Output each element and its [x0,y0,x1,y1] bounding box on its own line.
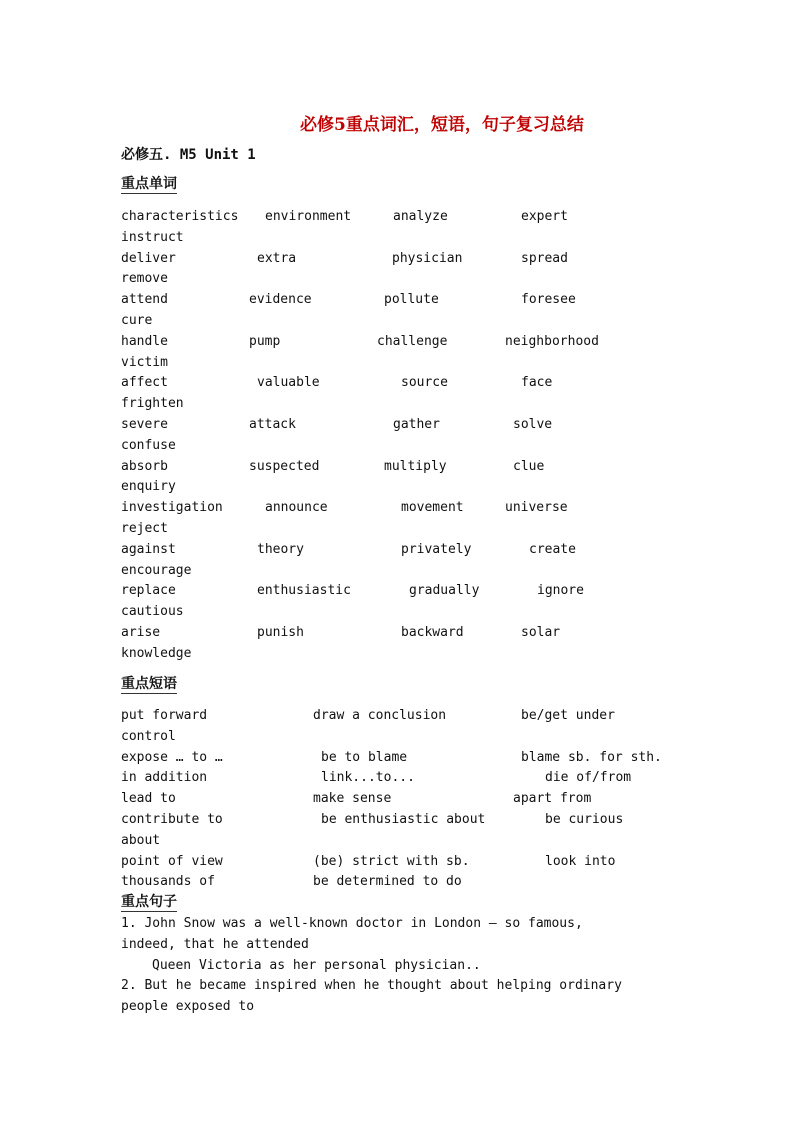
sentence-line: Queen Victoria as her personal physician.. [152,957,481,973]
word-row [121,644,681,665]
vocab-word: pump [249,333,281,349]
phrase-row [121,706,681,727]
key-phrase: apart from [513,791,592,807]
vocab-word: theory [257,541,304,557]
sentence-line: 2. But he became inspired when he thought about helping ordinary [121,978,622,994]
vocab-word: ignore [537,583,584,599]
vocab-word: universe [505,500,568,516]
vocab-word: evidence [249,292,312,308]
vocab-word: cautious [121,604,184,620]
vocab-word: deliver [121,250,176,266]
key-phrase: put forward [121,708,208,723]
vocab-word: valuable [257,375,320,391]
phrase-row [121,748,681,769]
vocab-word: attack [249,416,296,432]
word-row [121,519,681,540]
key-phrase: draw a conclusion [313,708,447,723]
phrase-row [121,789,681,810]
vocab-word: handle [121,333,168,349]
vocab-word: gradually [409,583,480,599]
key-phrase: blame sb. for sth. [521,749,662,765]
key-phrase: expose … to … [121,749,223,765]
vocab-word: cure [121,312,153,328]
word-row [121,394,681,415]
word-row [121,249,681,270]
vocab-word: neighborhood [505,333,599,349]
key-phrase: contribute to [121,811,223,827]
vocab-word: arise [121,624,161,640]
vocab-word: characteristics [121,209,239,224]
vocab-word: expert [521,209,568,224]
vocab-word: against [121,541,176,557]
sentence-list [121,914,681,1018]
vocab-word: confuse [121,437,176,453]
sentence-line: 1. John Snow was a well-known doctor in London – so famous, [121,916,583,931]
key-phrase: die of/from [545,770,632,786]
vocab-word: movement [401,500,464,516]
vocab-word: multiply [384,458,447,474]
key-phrase: be to blame [321,749,408,765]
key-phrase: control [121,728,176,744]
word-row [121,290,681,311]
vocab-word: encourage [121,562,192,578]
section-heading-words: 重点单词 [121,176,177,192]
key-phrase: point of view [121,853,223,869]
word-row [121,332,681,353]
key-phrase: be curious [545,811,624,827]
vocab-word: severe [121,416,168,432]
vocab-word: replace [121,583,176,599]
vocab-word: suspected [249,458,320,474]
vocab-word: solar [521,624,561,640]
vocab-word: gather [393,416,440,432]
section-heading-phrases: 重点短语 [121,676,177,692]
vocab-word: challenge [377,333,448,349]
sentence-line: people exposed to [121,999,255,1015]
key-phrase: about [121,832,161,848]
key-phrase: make sense [313,791,392,807]
phrase-row [121,810,681,831]
vocab-word: foresee [521,292,576,308]
vocab-word: face [521,375,553,391]
vocab-word: create [529,541,576,557]
phrase-row [121,852,681,873]
key-phrase: be enthusiastic about [321,811,486,827]
word-row [121,477,681,498]
phrase-row [121,727,681,748]
vocab-word: pollute [384,292,439,308]
phrase-row [121,768,681,789]
word-row [121,623,681,644]
key-phrase: be/get under [521,708,615,723]
word-row [121,311,681,332]
key-phrase: link...to... [321,770,415,786]
key-phrase: lead to [121,791,176,807]
word-row [121,540,681,561]
vocab-word: punish [257,624,304,640]
key-phrase: (be) strict with sb. [313,853,470,869]
vocab-word: physician [392,250,463,266]
word-row [121,353,681,374]
vocab-word: solve [513,416,553,432]
word-row [121,602,681,623]
word-row [121,207,681,228]
word-list [121,207,681,665]
sentence-line: indeed, that he attended [121,936,309,952]
vocab-word: absorb [121,458,168,474]
vocab-word: investigation [121,500,223,516]
vocab-word: source [401,375,448,391]
key-phrase: look into [545,853,616,869]
vocab-word: environment [265,209,352,224]
word-row [121,457,681,478]
word-row [121,581,681,602]
vocab-word: attend [121,292,168,308]
vocab-word: extra [257,250,297,266]
section-heading-sentences: 重点句子 [121,894,177,910]
vocab-word: knowledge [121,645,192,661]
word-row [121,561,681,582]
word-row [121,269,681,290]
phrase-list [121,706,681,893]
vocab-word: instruct [121,229,184,245]
phrase-row [121,831,681,852]
key-phrase: be determined to do [313,874,462,890]
key-phrase: thousands of [121,874,215,890]
phrase-row [121,872,681,893]
vocab-word: analyze [393,209,448,224]
vocab-word: clue [513,458,545,474]
vocab-word: affect [121,375,168,391]
word-row [121,228,681,249]
vocab-word: privately [401,541,472,557]
word-row [121,498,681,519]
word-row [121,373,681,394]
unit-subtitle: 必修五. M5 Unit 1 [121,147,256,163]
vocab-word: remove [121,271,168,287]
page-title: 必修5重点词汇，短语，句子复习总结 [300,115,584,135]
word-row [121,436,681,457]
key-phrase: in addition [121,770,208,786]
vocab-word: frighten [121,396,184,412]
vocab-word: backward [401,624,464,640]
vocab-word: victim [121,354,168,370]
word-row [121,415,681,436]
vocab-word: spread [521,250,568,266]
vocab-word: enquiry [121,479,176,495]
vocab-word: enthusiastic [257,583,351,599]
vocab-word: announce [265,500,328,516]
vocab-word: reject [121,520,168,536]
